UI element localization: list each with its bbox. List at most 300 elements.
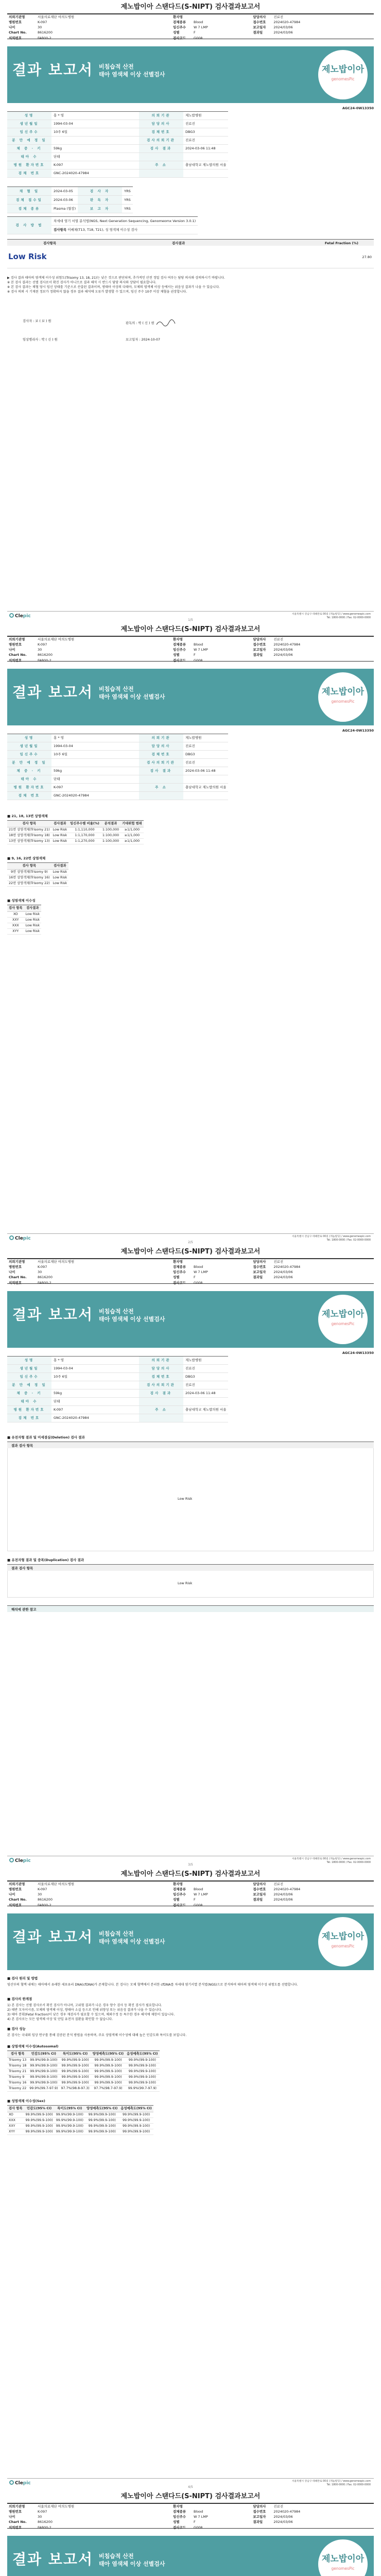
field-value: YRS — [122, 187, 133, 196]
field-label: 검 사 자 — [78, 187, 122, 196]
table-row — [7, 869, 68, 875]
table-header-row — [7, 905, 41, 912]
field-value: 2024-03-06 11:48 — [183, 767, 228, 775]
table-cell: 99.9%(99.9-100) — [119, 2129, 153, 2134]
column-header: 양성예측도(95% CI) — [91, 2051, 125, 2058]
info-row — [7, 196, 133, 205]
table-cell: 99.9%(99.9-100) — [85, 2129, 119, 2134]
report-page-4 — [0, 1867, 381, 2489]
table-row — [7, 2069, 160, 2074]
info-row — [7, 1381, 228, 1389]
table-cell: 97.7%(98.8-97.3) — [60, 2086, 91, 2091]
table-cell: Trisomy 13 — [7, 2057, 28, 2063]
report-page-3 — [0, 1245, 381, 1867]
field-value: 10주 6일 — [51, 1373, 139, 1381]
table-cell: Low Risk — [24, 911, 41, 917]
report-page-2 — [0, 622, 381, 1245]
field-label: 담당의사 — [139, 742, 183, 751]
field-value: K-097 — [51, 784, 139, 792]
signature-2: 판독의 : 박 ( 신 ) 현 — [126, 319, 176, 327]
logo-mark-icon — [9, 2480, 14, 2485]
field-label: 의뢰기관 — [139, 1357, 183, 1365]
column-header: 검사 항목 — [7, 821, 51, 827]
field-value: 진료진 — [183, 1365, 228, 1373]
field-value: 충남대학교 제노밥의원 서울 — [183, 1406, 228, 1414]
info-row — [7, 792, 228, 800]
info-row — [7, 161, 228, 170]
table-cell: 99.9%(99.7-97.9) — [28, 2086, 59, 2091]
table-cell: 1:1,270,000 — [68, 838, 101, 844]
handwritten-signature-icon — [155, 319, 176, 327]
table-cell: 99.9%(99.9-100) — [125, 2074, 159, 2080]
section-title: ■ 유전자형 결과 및 미세결실(Deletion) 검사 결과 — [7, 1435, 85, 1439]
section-title: ■ 성염색체 이수성(Sex) — [7, 2099, 45, 2103]
table-row — [7, 2074, 160, 2080]
column-header: 양성예측도(95% CI) — [85, 2106, 119, 2112]
field-value: 1994-03-04 — [51, 742, 139, 751]
logo-mark-icon — [9, 1858, 14, 1862]
info-row — [7, 205, 133, 213]
brand-seal-logo: 제노밥이아 genomesPic — [318, 672, 368, 722]
column-header: 민감도(95% CI) — [24, 2106, 55, 2112]
table-cell: 99.9%(99.9-100) — [28, 2080, 59, 2086]
info-row — [7, 1389, 228, 1398]
field-label: 분 만 예 정 일 — [7, 137, 51, 145]
duplication-header: 결과 검사 항목 — [7, 1564, 374, 1571]
field-value: 제노밥병원 — [183, 734, 228, 742]
table-cell: Low Risk — [24, 928, 41, 934]
field-label: 검체 접수일 — [7, 196, 51, 205]
field-label — [139, 1414, 183, 1422]
field-label: 태아 수 — [7, 153, 51, 161]
table-cell: Trisomy 18 — [7, 2063, 28, 2069]
section-title: ■ 검사 성능 — [7, 2027, 26, 2031]
field-label: 체 중 · 키 — [7, 767, 51, 775]
report-title: 제노밥이아 스탠다드(S-NIPT) 검사결과보고서 — [120, 3, 261, 11]
report-banner — [7, 46, 374, 103]
field-value: K-097 — [51, 1406, 139, 1414]
table-cell: 99.9%(99.9-100) — [85, 2117, 119, 2123]
column-header: 검사결과 — [24, 905, 41, 912]
sample-code: AGC24-0W13350 — [342, 1351, 374, 1355]
field-label — [139, 170, 183, 178]
footer-logo: Clepic — [9, 613, 31, 619]
table-cell: 99.9%(99.9-100) — [91, 2063, 125, 2069]
field-value: 단태 — [51, 153, 139, 161]
deletion-low-risk: Low Risk — [178, 1497, 193, 1501]
field-label: 체 중 · 키 — [7, 1389, 51, 1398]
sample-info-table — [7, 187, 133, 213]
table-cell: ≥1/1,000 — [120, 838, 144, 844]
table-cell: Low Risk — [51, 833, 68, 838]
field-label: 의뢰기관 — [139, 734, 183, 742]
brand-seal-logo: 제노밥이아 genomesPic — [318, 2539, 368, 2576]
field-value: YRS — [122, 196, 133, 205]
field-label: 검체 번호 — [7, 170, 51, 178]
report-page-1 — [0, 0, 381, 622]
info-row — [7, 120, 228, 128]
table-cell: 22번 상염색체(Trisomy 22) — [7, 880, 51, 886]
report-title: 제노밥이아 스탠다드(S-NIPT) 검사결과보고서 — [120, 1870, 261, 1878]
section-title: ■ 검사 원리 및 방법 — [7, 1976, 38, 1980]
column-header: 검사 항목 — [7, 2051, 28, 2058]
field-label — [139, 775, 183, 784]
info-row — [7, 734, 228, 742]
field-value: DBG3 — [183, 1373, 228, 1381]
field-label: 분 만 예 정 일 — [7, 1381, 51, 1389]
table-header-row — [7, 2051, 160, 2058]
field-value: 홍 * 영 — [51, 734, 139, 742]
sex-chromosome-table — [7, 905, 41, 935]
table-cell: 97.7%(98.7-97.9) — [91, 2086, 125, 2091]
column-header: 검사 항목 — [7, 905, 24, 912]
table-cell: 99.9%(99.9-100) — [24, 2129, 55, 2134]
report-banner: 결과 보고서 비침습적 산전 태아 염색체 이상 선별검사 제노밥이아 genomesPic — [7, 669, 374, 725]
section-title: ■ 상염색체 이수성(Autosomal) — [7, 2044, 59, 2048]
column-header: 검사 항목 — [7, 2106, 24, 2112]
brand-seal-logo: 제노밥이아 genomesPic — [318, 1295, 368, 1344]
table-cell: XXY — [7, 917, 24, 923]
page-footer: Clepic 서울특별시 강남구 테헤란로 00길 (게놈빌딩) / www.genomespic.com Tel. 1800-0000 / Fax. 02-0000-0000 — [7, 1233, 374, 1243]
table-row — [7, 2112, 153, 2117]
table-row — [7, 911, 41, 917]
table-cell: 99.9%(99.9-100) — [91, 2069, 125, 2074]
table-cell: 21번 상염색체(Trisomy 21) — [7, 827, 51, 833]
table-cell: XYY — [7, 2129, 24, 2134]
logo-mark-icon — [9, 1235, 14, 1240]
deletion-header: 결과 검사 항목 — [7, 1442, 374, 1448]
table-cell: 99.9%(99.9-100) — [24, 2112, 55, 2117]
field-label: 판 독 자 — [78, 196, 122, 205]
field-label — [139, 153, 183, 161]
table-cell: 99.9%(99.9-100) — [60, 2057, 91, 2063]
field-label: 분 만 예 정 일 — [7, 759, 51, 767]
method-description: 임산부의 혈액 내에는 태아에서 유래한 세포유리 DNA(cfDNA)가 존재합니다. 본 검사는 모체 혈액에서 분리한 cfDNA를 차세대 염기서열 분석법(NGS)으로 분석하여 태아의 염색체 이수성 위험도를 선별합니다. — [7, 1983, 298, 1987]
table-cell: Trisomy 16 — [7, 2080, 28, 2086]
table-row — [7, 2086, 160, 2091]
field-value: 홍 * 영 — [51, 112, 139, 120]
table-row — [7, 923, 41, 928]
trisomy-other-table — [7, 862, 68, 887]
table-cell: 99.9%(99.9-100) — [24, 2123, 55, 2129]
table-cell: Low Risk — [24, 917, 41, 923]
field-value: GNC-2024020-47984 — [51, 1414, 139, 1422]
info-row — [7, 767, 228, 775]
table-cell: 99.9%(99.9-100) — [60, 2074, 91, 2080]
field-value: 진료진 — [183, 742, 228, 751]
field-label: 태아 수 — [7, 1398, 51, 1406]
table-cell: Trisomy 9 — [7, 2074, 28, 2080]
table-cell: 99.9%(99.9-100) — [28, 2074, 59, 2080]
table-cell: 16번 상염색체(Trisomy 16) — [7, 875, 51, 880]
field-value: 단태 — [51, 775, 139, 784]
field-value: GNC-2024020-47984 — [51, 792, 139, 800]
info-row — [7, 1398, 228, 1406]
field-value — [51, 137, 139, 145]
field-value: 충남대학교 제노밥의원 서울 — [183, 784, 228, 792]
field-label: 검사 결과 — [139, 767, 183, 775]
limitations-list: 1) 본 검사는 선별 검사로서 확진 검사가 아니며, 고위험 결과가 나온 경우 양수 검사 등 확진 검사가 필요합니다. 2) 태반 모자이시즘, 모체의 염색체 이상, 쌍태아 소실 등으로 인해 위양성 또는 위음성 결과가 나올 수 있습니다. 3) 태아 분획(Fetal Fraction)이 낮은 경우 재검사가 필요할 수 있으며, 체외수정 등 특수한 경우 해석에 제한이 있습니다. 4) 본 검사로는 모든 염색체 이상 및 단일 유전자 질환을 확인할 수 없습니다. — [7, 2004, 175, 2021]
table-cell: 1:100,000 — [101, 827, 120, 833]
signature-3: 임상병리사 : 박 ( 신 ) 원 — [23, 338, 58, 342]
result-low-risk: Low Risk — [8, 252, 47, 261]
table-cell: Low Risk — [51, 827, 68, 833]
sample-code: AGC24-0W13350 — [342, 106, 374, 110]
section-title: ■ 검사의 한계점 — [7, 1997, 32, 2001]
field-value: GNC-2024020-47984 — [51, 170, 139, 178]
info-row — [7, 187, 133, 196]
column-header: 음성예측도(95% CI) — [119, 2106, 153, 2112]
column-header: 특이도(95% CI) — [60, 2051, 91, 2058]
field-value: 진료진 — [183, 759, 228, 767]
table-header-row — [7, 863, 68, 870]
field-value: 진료진 — [183, 120, 228, 128]
table-cell: Low Risk — [51, 875, 68, 880]
field-value: 1994-03-04 — [51, 1365, 139, 1373]
table-cell: 99.9%(99.9-100) — [55, 2123, 85, 2129]
field-value — [183, 775, 228, 784]
field-value: 2024-03-06 — [51, 196, 78, 205]
field-value: 충남대학교 제노밥의원 서울 — [183, 161, 228, 170]
table-cell: 99.9%(99.9-100) — [60, 2080, 91, 2086]
table-cell: Low Risk — [51, 880, 68, 886]
table-row — [7, 833, 144, 838]
table-cell: 99.9%(99.7-97.9) — [125, 2086, 159, 2091]
table-cell: 99.9%(99.9-100) — [119, 2123, 153, 2129]
field-label: 주 소 — [139, 161, 183, 170]
brand-seal-logo: 제노밥이아 genomesPic — [318, 1917, 368, 1967]
info-row — [7, 1365, 228, 1373]
column-header: 검사결과 — [51, 863, 68, 870]
patient-table — [7, 111, 228, 178]
page-number: 1/5 — [188, 618, 193, 622]
table-cell: 99.9%(99.9-100) — [125, 2063, 159, 2069]
result-row — [7, 246, 374, 268]
field-value: 1994-03-04 — [51, 120, 139, 128]
table-cell: XXY — [7, 2123, 24, 2129]
autosomal-performance-table — [7, 2050, 160, 2092]
field-label: 생년월일 — [7, 120, 51, 128]
table-cell: 99.9%(99.9-100) — [119, 2117, 153, 2123]
page-number: 3/5 — [188, 1863, 193, 1867]
table-cell: 99.9%(99.9-100) — [91, 2057, 125, 2063]
field-label: 임신주수 — [7, 128, 51, 137]
field-label: 검사의뢰기관 — [139, 137, 183, 145]
field-label: 검체번호 — [139, 128, 183, 137]
field-value — [183, 170, 228, 178]
duplication-low-risk: Low Risk — [178, 1581, 193, 1585]
patient-table — [7, 1356, 228, 1422]
page-footer: Clepic 서울특별시 강남구 테헤란로 00길 (게놈빌딩) / www.genomespic.com Tel. 1800-0000 / Fax. 02-0000-0000 — [7, 2478, 374, 2487]
field-value: K-097 — [51, 161, 139, 170]
field-value: 단태 — [51, 1398, 139, 1406]
result-notes: ▶ 검사 결과 태아의 염색체 이수성 위험도(Trisomy 13, 18, 21)는 낮은 것으로 판단되며, 추가적인 산전 정밀 검사 여부는 담당 의사와 상의하시기 바랍니다. ※ 본 검사 결과는 선별 검사로서 확진 검사가 아니므로 결과 해석 시 반드시 담당 의사와 상담이 필요합니다. ※ 본 검사 결과는 채혈 당시 임신 상태를 기준으로 산출된 결과이며, 쌍태아 이상의 다태아, 모체의 염색체 이상 등에서는 위음성 결과가 나올 수 있습니다. ※ 검사 의뢰 시 기재된 정보가 정확하지 않을 경우 결과 해석에 오류가 발생할 수 있으며, 임신 주수 10주 이상 채혈을 권장합니다. — [7, 276, 225, 294]
table-row — [7, 2057, 160, 2063]
field-value — [51, 1381, 139, 1389]
field-label: 태아 수 — [7, 775, 51, 784]
report-banner: 결과 보고서 비침습적 산전 태아 염색체 이상 선별검사 제노밥이아 genomesPic — [7, 2536, 374, 2576]
info-row — [7, 775, 228, 784]
table-cell: 1:1,170,000 — [68, 833, 101, 838]
patient-info-header: 의뢰기관명 서울의료재단 여의도병원 환자명 담당의사 진료진 병원번호 K-097 검체종류 Blood 접수번호 2024020-47984 나이 30 임신주수 W 7 LMP 보고일자 2024/03/06 Chart No. 8616200 성별 F 결과일 2024/03/06 의뢰번호 FAB00-2 검사코드 G008 — [7, 2503, 374, 2529]
report-title: 제노밥이아 스탠다드(S-NIPT) 검사결과보고서 — [120, 1248, 261, 1256]
field-label: 담당의사 — [139, 1365, 183, 1373]
field-value: DBG3 — [183, 751, 228, 759]
table-row — [7, 2117, 153, 2123]
field-label: 성명 — [7, 734, 51, 742]
section-title: ■ 유전자형 결과 및 중복(Duplication) 검사 결과 — [7, 1558, 84, 1562]
table-cell: 99.9%(99.9-100) — [125, 2069, 159, 2074]
info-row — [7, 784, 228, 792]
duplication-result-area — [7, 1571, 374, 1598]
report-title: 제노밥이아 스탠다드(S-NIPT) 검사결과보고서 — [120, 625, 261, 633]
field-value: 59kg — [51, 767, 139, 775]
field-value: 59kg — [51, 1389, 139, 1398]
field-label: 검체번호 — [139, 1373, 183, 1381]
brand-seal-logo: 제노밥이아 genomesPic — [318, 50, 368, 99]
table-cell: XXX — [7, 2117, 24, 2123]
table-cell: 99.9%(99.9-100) — [85, 2123, 119, 2129]
field-label: 생년월일 — [7, 742, 51, 751]
table-cell: Low Risk — [51, 869, 68, 875]
table-header-row — [7, 821, 144, 827]
patient-info-header: 의뢰기관명 서울의료재단 여의도병원 환자명 담당의사 진료진 병원번호 K-097 검체종류 Blood 접수번호 2024020-47984 나이 30 임신주수 W 7 LMP 보고일자 2024/03/06 Chart No. 8616200 성별 F 결과일 2024/03/06 의뢰번호 FAB00-2 검사코드 G008 — [7, 13, 374, 39]
field-value: 2024-03-06 11:48 — [183, 1389, 228, 1398]
info-row — [7, 128, 228, 137]
table-cell: 99.9%(99.9-100) — [91, 2080, 125, 2086]
table-row — [7, 2129, 153, 2134]
field-value — [183, 1414, 228, 1422]
table-cell: 99.9%(99.9-100) — [28, 2069, 59, 2074]
field-value: 59kg — [51, 145, 139, 153]
table-cell: Trisomy 22 — [7, 2086, 28, 2091]
report-page-5 — [0, 2489, 381, 2576]
fetal-fraction-value: 27.80 — [362, 255, 372, 259]
field-value: 2024-03-05 — [51, 187, 78, 196]
table-cell: XYY — [7, 928, 24, 934]
column-header: 기대위험 범위 — [120, 821, 144, 827]
field-label: 생년월일 — [7, 1365, 51, 1373]
section-title: ■ 성염색체 이수성 — [7, 899, 36, 903]
field-label: 검사의뢰기관 — [139, 759, 183, 767]
field-label: 보 고 자 — [78, 205, 122, 213]
info-row — [7, 1406, 228, 1414]
table-cell: ≥1/1,000 — [120, 833, 144, 838]
field-label — [139, 792, 183, 800]
sex-performance-table — [7, 2105, 153, 2135]
table-cell: XXX — [7, 923, 24, 928]
field-label: 성명 — [7, 112, 51, 120]
info-row — [7, 153, 228, 161]
field-label: 검체번호 — [139, 751, 183, 759]
field-value — [183, 792, 228, 800]
table-cell: XO — [7, 911, 24, 917]
table-cell: 99.9%(99.9-100) — [60, 2063, 91, 2069]
table-row — [7, 2123, 153, 2129]
section-title: ■ 21, 18, 13번 상염색체 — [7, 814, 48, 818]
report-banner: 결과 보고서 비침습적 산전 태아 염색체 이상 선별검사 제노밥이아 genomesPic — [7, 1913, 374, 1970]
method-table: 검 사 방 법 차세대 염기 서열 분석법(NGS, Next Generation Sequencing, Genomeomx Version 3.0.1) 검사항목 이배체(T13, T18, T21), 성 염색체 이수성 검사 — [7, 216, 198, 234]
table-cell: Low Risk — [24, 923, 41, 928]
report-title: 제노밥이아 스탠다드(S-NIPT) 검사결과보고서 — [120, 2493, 261, 2500]
result-header: 검사항목 검사결과 Fetal Fraction (%) — [7, 239, 374, 246]
column-header: 임신주수별 비율(%) — [68, 821, 101, 827]
info-row — [7, 1357, 228, 1365]
table-row — [7, 875, 68, 880]
table-row — [7, 838, 144, 844]
field-label: 검체 종류 — [7, 205, 51, 213]
table-row — [7, 2063, 160, 2069]
field-value: 홍 * 영 — [51, 1357, 139, 1365]
field-value: 진료진 — [183, 137, 228, 145]
table-cell: 13번 상염색체(Trisomy 13) — [7, 838, 51, 844]
field-value: 제노밥병원 — [183, 112, 228, 120]
performance-description: 본 검사는 국내외 임상 연구를 통해 검증된 분석 방법을 사용하며, 주요 상염색체 이수성에 대해 높은 민감도와 특이도를 보입니다. — [7, 2033, 187, 2037]
field-label: 주 소 — [139, 784, 183, 792]
table-cell: 99.9%(99.9-100) — [85, 2112, 119, 2117]
field-value — [183, 153, 228, 161]
table-cell: 99.9%(99.9-100) — [91, 2074, 125, 2080]
patient-info-header: 의뢰기관명 서울의료재단 여의도병원 환자명 담당의사 진료진 병원번호 K-097 검체종류 Blood 접수번호 2024020-47984 나이 30 임신주수 W 7 LMP 보고일자 2024/03/06 Chart No. 8616200 성별 F 결과일 2024/03/06 의뢰번호 FAB00-2 검사코드 G008 — [7, 1258, 374, 1284]
logo-mark-icon — [9, 613, 14, 618]
table-cell: 99.9%(99.9-100) — [125, 2080, 159, 2086]
report-banner: 결과 보고서 비침습적 산전 태아 염색체 이상 선별검사 제노밥이아 genomesPic — [7, 1291, 374, 1348]
table-cell: 1:1,110,000 — [68, 827, 101, 833]
deletion-result-area — [7, 1448, 374, 1551]
table-cell: 99.9%(99.9-100) — [55, 2117, 85, 2123]
table-row — [7, 880, 68, 886]
page-footer: Clepic 서울특별시 강남구 테헤란로 00길 (게놈빌딩) / www.genomespic.com Tel. 1800-0000 / Fax. 02-0000-0000 — [7, 1856, 374, 1865]
patient-info-header: 의뢰기관명 서울의료재단 여의도병원 환자명 담당의사 진료진 병원번호 K-097 검체종류 Blood 접수번호 2024020-47984 나이 30 임신주수 W 7 LMP 보고일자 2024/03/06 Chart No. 8616200 성별 F 결과일 2024/03/06 의뢰번호 FAB00-2 검사코드 G008 — [7, 636, 374, 662]
column-header: 검사 항목 — [7, 863, 51, 870]
signature-4: 보고일자 : 2024-10-07 — [126, 338, 161, 342]
field-label: 임신주수 — [7, 751, 51, 759]
field-label: 의뢰기관 — [139, 112, 183, 120]
table-cell: 99.9%(99.9-100) — [55, 2112, 85, 2117]
table-cell: 1:100,000 — [101, 838, 120, 844]
table-cell: 99.9%(99.9-100) — [55, 2129, 85, 2134]
field-value: Plasma (혈장) — [51, 205, 78, 213]
field-value: DBG3 — [183, 128, 228, 137]
field-label: 채 혈 일 — [7, 187, 51, 196]
column-header: 특이도(95% CI) — [55, 2106, 85, 2112]
info-row — [7, 170, 228, 178]
info-row — [7, 1414, 228, 1422]
table-cell: 99.9%(99.9-100) — [60, 2069, 91, 2074]
field-label: 병원 환자번호 — [7, 784, 51, 792]
section-title: ■ 9, 16, 22번 상염색체 — [7, 856, 46, 860]
sample-code: AGC24-0W13350 — [342, 728, 374, 733]
banner-title: 결과 보고서 — [12, 61, 93, 78]
field-label: 검체 번호 — [7, 1414, 51, 1422]
page-number: 4/5 — [188, 2485, 193, 2489]
field-label: 검사의뢰기관 — [139, 1381, 183, 1389]
field-label: 담당의사 — [139, 120, 183, 128]
table-header-row — [7, 2106, 153, 2112]
info-row — [7, 751, 228, 759]
field-value: 2024-03-06 11:48 — [183, 145, 228, 153]
table-cell: XO — [7, 2112, 24, 2117]
field-value — [51, 759, 139, 767]
table-cell: Trisomy 21 — [7, 2069, 28, 2074]
trisomy-main-table — [7, 820, 144, 844]
field-value: 10주 6일 — [51, 128, 139, 137]
column-header: 분석결과 — [101, 821, 120, 827]
table-cell: 99.9%(99.9-100) — [24, 2117, 55, 2123]
field-label: 임신주수 — [7, 1373, 51, 1381]
banner-subtitle: 비침습적 산전 태아 염색체 이상 선별검사 — [99, 63, 165, 78]
field-label: 주 소 — [139, 1406, 183, 1414]
